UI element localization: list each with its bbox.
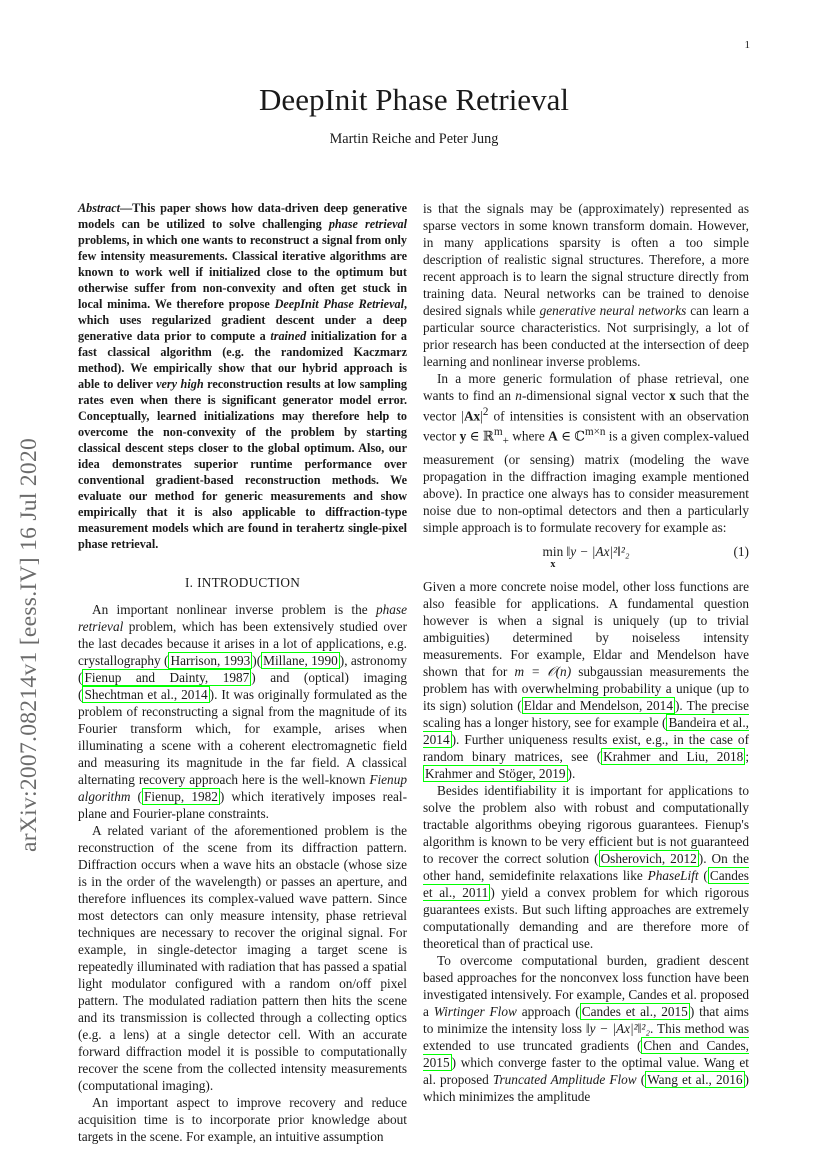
section-heading-introduction: [78, 574, 407, 591]
paper-title: DeepInit Phase Retrieval: [259, 82, 569, 117]
body-text: ). On the other hand, semidefinite relaxations like: [423, 850, 749, 883]
abstract-text: , which uses regularized gradient descent under a deep generative data prior to compute a: [78, 297, 408, 343]
equation-expression: ‖y − |Ax|²‖²₂: [566, 543, 630, 559]
body-text: To overcome computational burden, gradient descent based approaches for the nonconvex loss function have been investigated intensively. For example, Candes et al. proposed a: [423, 952, 749, 1019]
abstract-text: reconstruction results at low sampling rates even when there is significant generator model error. Conceptually, learned initializations may therefore help to overcome the non-convexity of the problem by starting classical descent steps closer to the global optimum. Also, our idea demonstrates superior runtime performance over conventional gradient-based reconstruction methods. We evaluate our method for generic measurements and show empirically that it is also applicable to diffraction-type measurement models which are found in terahertz single-pixel phase retrieval.: [78, 377, 407, 551]
body-text: ). It was originally formulated as the problem of reconstructing a signal from the magnitude of its Fourier transform which, for example, arises when illuminating a scene with a coherent electromagnetic field and measuring its magnitude in the far field. A classical alternating recovery approach here is the well-known: [78, 687, 407, 787]
body-text: ) that aims to minimize the intensity loss: [423, 1003, 749, 1036]
body-text: is a given complex-valued measurement (or sensing) matrix (modeling the wave propagation in the diffraction imaging example mentioned above). In practice one always has to consider measurement noise due to non-optimal detectors and then a particularly simple approach is to formulate recovery for example as:: [423, 428, 749, 535]
citation-link[interactable]: Bandeira et al., 2014: [423, 714, 749, 747]
math-symbol: x: [669, 388, 676, 403]
abstract-text: initialization for a fast classical algorithm (e.g. the randomized Kaczmarz method). We empirically show that our hybrid approach is able to deliver: [78, 329, 407, 391]
emphasis: phase retrieval: [78, 602, 407, 634]
math-superscript: m: [493, 426, 503, 439]
right-paragraph-1: [423, 200, 749, 370]
section-number: I.: [184, 575, 194, 590]
body-text: ) and (optical) imaging (: [78, 670, 408, 702]
abstract-emphasis: trained: [270, 329, 307, 343]
body-text: |: [480, 408, 483, 424]
body-text: ) which converge faster to the optimal value. Wang et al. proposed: [423, 1054, 749, 1087]
citation-link[interactable]: Harrison, 1993: [170, 653, 251, 668]
citation-link[interactable]: Chen and Candes, 2015: [423, 1037, 749, 1070]
right-paragraph-3: [423, 578, 749, 782]
body-text: Given a more concrete noise model, other loss functions are also feasible for applications. A fundamental question however is when a signal is uniquely (up to trivial ambiguities) determined by noiseless intensity measurements. For example, Eldar and Mendelson have shown that for: [423, 578, 749, 679]
citation-link[interactable]: Krahmer and Liu, 2018: [603, 748, 744, 764]
math-symbol: y: [459, 428, 467, 444]
section-title: NTRODUCTION: [201, 575, 301, 590]
body-text: can learn a particular source characteristics. Not surprisingly, a lot of prior research has been conducted at the intersection of deep learning and nonlinear inverse problems.: [423, 303, 749, 369]
page-number: 1: [744, 39, 750, 51]
section-title-initial: I: [197, 575, 202, 590]
body-text: ∈ ℂ: [557, 428, 585, 444]
citation-link[interactable]: Fienup and Dainty, 1987: [84, 670, 250, 685]
math-symbol: n: [515, 388, 522, 403]
emphasis: Fienup algorithm: [78, 772, 407, 804]
emphasis: Truncated Amplitude Flow: [492, 1071, 637, 1087]
right-paragraph-4: [423, 782, 749, 952]
citation-link[interactable]: Shechtman et al., 2014: [84, 687, 208, 702]
body-text: ∈ ℝ: [466, 428, 494, 444]
equation-subscript: x: [550, 558, 556, 570]
body-text: ), astronomy (: [78, 653, 407, 685]
math-superscript: m×n: [585, 426, 606, 439]
body-text: where: [508, 428, 549, 444]
right-paragraph-5: [423, 952, 749, 1105]
math-subscript: +: [502, 435, 509, 448]
citation-link[interactable]: Candes et al., 2011: [423, 867, 749, 900]
body-text: ) yield a convex problem for which rigorous guarantees exists. But such lifting approaches are extremely computationally demanding and are therefore more of theoretical than of practical use.: [423, 884, 750, 951]
emphasis: Wirtinger Flow: [433, 1003, 517, 1019]
body-text: Besides identifiability it is important for applications to solve the problem also with robust and computationally tractable algorithms obeying rigorous guarantees. Fienup's algorithm is known to be very efficient but is not guaranteed to recover the correct solution (: [423, 782, 749, 866]
body-text: In a more generic formulation of phase retrieval, one wants to find an: [423, 371, 749, 403]
body-text: (: [130, 789, 142, 804]
equation-op-text: min: [542, 543, 564, 559]
body-text: problem, which has been extensively studied over the last decades because it arises in a lot of applications, e.g. crystallography (: [78, 619, 407, 668]
body-text: -dimensional signal vector: [521, 388, 670, 403]
abstract-text: —This paper shows how data-driven deep generative models can be utilized to solve challenging: [78, 201, 407, 231]
abstract-emphasis: phase retrieval: [328, 217, 407, 231]
math-symbol: A: [548, 428, 558, 444]
body-text: ) which minimizes the amplitude: [423, 1071, 749, 1104]
arxiv-identifier: arXiv:2007.08214v1 [eess.IV] 16 Jul 2020: [16, 437, 42, 852]
abstract-emphasis: very high: [156, 377, 204, 391]
emphasis: PhaseLift: [647, 867, 699, 883]
math-superscript: 2: [482, 406, 489, 418]
citation-link[interactable]: Osherovich, 2012: [600, 850, 697, 866]
citation-link[interactable]: Wang et al., 2016: [647, 1071, 743, 1087]
citation-link[interactable]: Eldar and Mendelson, 2014: [523, 697, 673, 713]
body-text: )(: [252, 653, 262, 668]
body-text: ). Further uniqueness results exist, e.g., in the case of random binary matrices, see (: [423, 731, 749, 764]
body-text: is that the signals may be (approximately) represented as sparse vectors in some known transform domain. However, in many applications sparsity is often a too simple description of realistic signal structures. Therefore, a more recent approach is to learn the signal structure directly from training data. Neural networks can be trained to denoise desired signals while: [423, 201, 749, 318]
math-symbol: Ax: [463, 408, 481, 424]
body-text: ). The precise scaling has a longer history, see for example (: [423, 697, 749, 730]
body-text: of intensities is consistent with an observation vector: [423, 408, 749, 444]
abstract-text: problems, in which one wants to reconstruct a signal from only few intensity measurements. Classical iterative algorithms are known to work well if initialized close to the optimum but otherwise suffer from non-convexity and often get stuck in local minima. We therefore propose: [78, 233, 407, 311]
intro-paragraph-2: A related variant of the aforementioned problem is the reconstruction of the scene from its diffraction pattern. Diffraction occurs when a wave hits an obstacle (whose size is in the order of the wavelength) or passes an aperture, and therefore influences its complex-valued wave pattern. Since most detectors can only measure intensity, phase retrieval techniques are necessary to recover the original signal. For example, in single-detector imaging a target scene is repeatedly illuminated with radiation that has passed a spatial light modulator configured with a random on/off pixel pattern. The modulated radiation pattern then hits the scene and its transmission is collected through a collecting optics (e.g. a lens) at a single detector cell. With an accurate forward diffraction model it is possible to computationally recover the scene from the collected intensity measurements (computational imaging).: [78, 823, 407, 1093]
equation-operator: [543, 545, 564, 571]
body-text: ;: [745, 748, 750, 764]
right-paragraph-2: [423, 370, 749, 536]
body-text: (: [636, 1071, 646, 1087]
body-text: such that the vector |: [423, 388, 749, 424]
body-text: . This method was extended to use truncated gradients (: [423, 1020, 750, 1053]
emphasis: generative neural networks: [539, 303, 687, 318]
math-expression: ‖y − |Ax|²‖²₂: [585, 1020, 650, 1036]
citation-link[interactable]: Fienup, 1982: [143, 789, 218, 804]
body-text: subgaussian measurements the problem has with overwhelming probability a unique (up to its sign) solution (: [423, 663, 749, 713]
intro-paragraph-3: An important aspect to improve recovery and reduce acquisition time is to incorporate prior knowledge about targets in the scene. For example, an intuitive assumption: [78, 1095, 407, 1144]
equation-1: [423, 543, 749, 569]
equation-number: (1): [733, 543, 749, 559]
abstract-label: Abstract: [78, 201, 120, 215]
right-column: [423, 200, 749, 1105]
body-text: ) which iteratively imposes real-plane and Fourier-plane constraints.: [78, 789, 407, 821]
intro-paragraph-1: [78, 601, 407, 822]
left-column: [78, 200, 407, 1145]
body-text: An important nonlinear inverse problem is the: [92, 602, 376, 617]
abstract: [78, 200, 407, 552]
citation-link[interactable]: Millane, 1990: [263, 653, 338, 668]
paper-authors: Martin Reiche and Peter Jung: [329, 131, 499, 147]
citation-link[interactable]: Candes et al., 2015: [581, 1003, 688, 1019]
body-text: ).: [567, 765, 576, 781]
math-expression: m = 𝒪(n): [514, 663, 572, 679]
body-text: approach (: [516, 1003, 580, 1019]
citation-link[interactable]: Krahmer and Stöger, 2019: [425, 765, 566, 781]
body-text: (: [698, 867, 708, 883]
abstract-emphasis: DeepInit Phase Retrieval: [274, 297, 404, 311]
